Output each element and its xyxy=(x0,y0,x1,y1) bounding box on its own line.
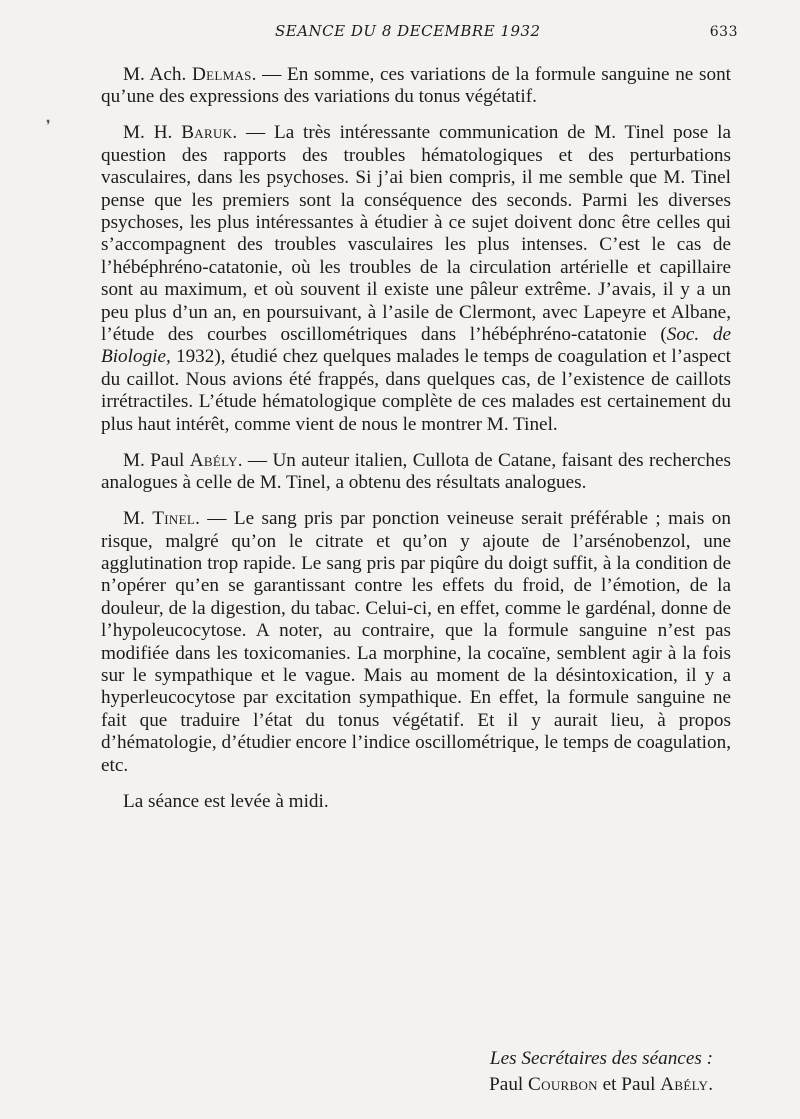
closing-line: La séance est levée à midi. xyxy=(123,790,329,812)
paragraph-text: . — Le sang pris par ponction veineuse serait préférable ; mais on risque, malgré qu’on le citrate et qu’on y ajoute de l’arsénobenzol, une agglutination trop rapide. Le sang pris par piqûre du doigt suffit, à la condition de n’opérer qu’en se garantissant contre les effets du froid, de l’émotion, de la douleur, de la digestion, du tabac. Celui-ci, en effet, comme le gardénal, donne de l’hypoleucocytose. A noter, au contraire, que la formule sanguine n’est pas modifiée dans les toxicomanies. La morphine, la cocaïne, semblent agir à la fois sur le sympathique et le vague. Mais au moment de la désintoxication, il y a hyperleucocytose par excitation sympathique. En effet, la formule sanguine ne fait que traduire l’état du tonus végétatif. Et il y aurait lieu, à propos d’hématologie, d’étudier encore l’indice oscillométrique, le temps de coagulation, etc. xyxy=(101,508,731,776)
paragraph-text: . — En somme, ces variations de la formule sanguine ne sont qu’une des expressions des variations du tonus végétatif. xyxy=(101,64,731,108)
paragraph-text: . — La très intéressante communication de M. Tinel pose la question des rapports des troubles hématologiques et des perturbations vasculaires, dans les psychoses. Si j’ai bien compris, il me semble que M. Tinel pense que les premiers sont la conséquence des seconds. Parmi les diverses psychoses, les plus intéressantes à étudier à ce sujet doivent donc être celles qui s’accompagnent des troubles vasculaires les plus intenses. C’est le cas de l’hébéphréno-catatonie, où les troubles de la circulation artérielle et capillaire sont au maximum, et où souvent il existe une pâleur extrême. J’avais, il y a un peu plus d’un an, en poursuivant, à l’asile de Clermont, avec Lapeyre et Albane, l’étude des courbes oscillométriques dans l’hébéphréno-catatonie ( xyxy=(101,122,731,346)
secretary-end: . xyxy=(708,1074,713,1095)
secretaries-names xyxy=(101,1072,713,1098)
speaker-prefix: M. Paul xyxy=(123,449,190,471)
paragraph-text: . — Un auteur italien, Cullota de Catane, faisant des recherches analogues à celle de M. Tinel, a obtenu des résultats analogues. xyxy=(101,449,731,494)
speaker-prefix: M. xyxy=(123,508,153,530)
speaker-surname: Baruk xyxy=(181,122,233,144)
paragraph-text-continued: 1932), étudié chez quelques malades le temps de coagulation et l’aspect du caillot. Nous avions été frappés, dans quelques cas, de l’existence de caillots irrétractiles. L’étude hématologique complète de ces malades est certainement du plus haut intérêt, comme vient de nous le montrer M. Tinel. xyxy=(101,346,731,435)
secretaries-title: Les Secrétaires des séances : xyxy=(489,1048,713,1069)
secretary-joiner: et Paul xyxy=(597,1074,661,1095)
secretary-surname: Abély xyxy=(660,1074,709,1095)
speaker-surname: Abély xyxy=(189,449,238,471)
citation: Soc. de Biologie, xyxy=(101,324,731,368)
speaker-surname: Delmas xyxy=(191,64,252,85)
secretary-surname: Courbon xyxy=(528,1074,598,1095)
paragraph-tinel xyxy=(101,508,731,777)
margin-mark: ❜ xyxy=(46,118,51,134)
paragraph-delmas xyxy=(101,64,731,109)
paragraph-baruk xyxy=(101,122,731,436)
page-number: 633 xyxy=(709,24,738,40)
speaker-prefix: M. Ach. xyxy=(123,64,192,85)
paragraph-abely xyxy=(101,450,731,495)
body-text xyxy=(101,64,731,813)
running-title: SEANCE DU 8 DECEMBRE 1932 xyxy=(275,22,541,40)
page-header xyxy=(0,22,800,48)
speaker-prefix: M. H. xyxy=(123,122,182,144)
speaker-surname: Tinel xyxy=(152,508,196,530)
secretary-first-name: Paul xyxy=(489,1074,529,1095)
